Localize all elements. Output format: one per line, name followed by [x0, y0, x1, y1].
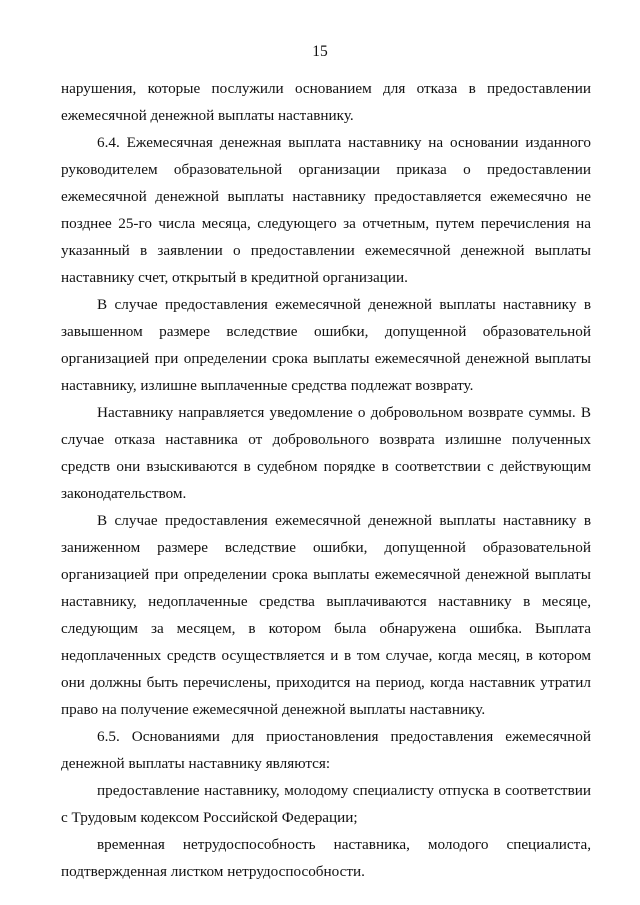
- paragraph-continuation: нарушения, которые послужили основанием для отказа в предоставлении ежемесячной денежной выплаты наставнику.: [61, 80, 591, 124]
- paragraph-refund-notice: Наставнику направляется уведомление о добровольном возврате суммы. В случае отказа наставника от добровольного возврата излишне полученных средств они взыскиваются в судебном порядке в соответствии с действующим законодательством.: [61, 404, 591, 502]
- document-body: [61, 75, 591, 885]
- paragraph-underpayment: В случае предоставления ежемесячной денежной выплаты наставнику в заниженном размере вследствие ошибки, допущенной образовательной организацией при определении срока выплаты ежемесячной денежной выплаты наставнику, недоплаченные средства выплачиваются наставнику в месяце, следующим за месяцем, в котором была обнаружена ошибка. Выплата недоплаченных средств осуществляется и в том случае, когда месяц, в котором они должны быть перечислены, приходится на период, когда наставник утратил право на получение ежемесячной денежной выплаты наставнику.: [61, 512, 591, 718]
- paragraph-suspension-leave: предоставление наставнику, молодому специалисту отпуска в соответствии с Трудовым кодексом Российской Федерации;: [61, 782, 591, 826]
- page-number: 15: [312, 43, 328, 60]
- paragraph-overpayment: В случае предоставления ежемесячной денежной выплаты наставнику в завышенном размере вследствие ошибки, допущенной образовательной организацией при определении срока выплаты ежемесячной денежной выплаты наставнику, излишне выплаченные средства подлежат возврату.: [61, 296, 591, 394]
- paragraph-6-4: 6.4. Ежемесячная денежная выплата наставнику на основании изданного руководителем образовательной организации приказа о предоставлении ежемесячной денежной выплаты наставнику предоставляется ежемесячно не позднее 25-го числа месяца, следующего за отчетным, путем перечисления на указанный в заявлении о предоставлении ежемесячной денежной выплаты наставнику счет, открытый в кредитной организации.: [61, 134, 591, 286]
- paragraph-6-5: 6.5. Основаниями для приостановления предоставления ежемесячной денежной выплаты наставнику являются:: [61, 728, 591, 772]
- paragraph-suspension-sickness: временная нетрудоспособность наставника, молодого специалиста, подтвержденная листком нетрудоспособности.: [61, 836, 591, 880]
